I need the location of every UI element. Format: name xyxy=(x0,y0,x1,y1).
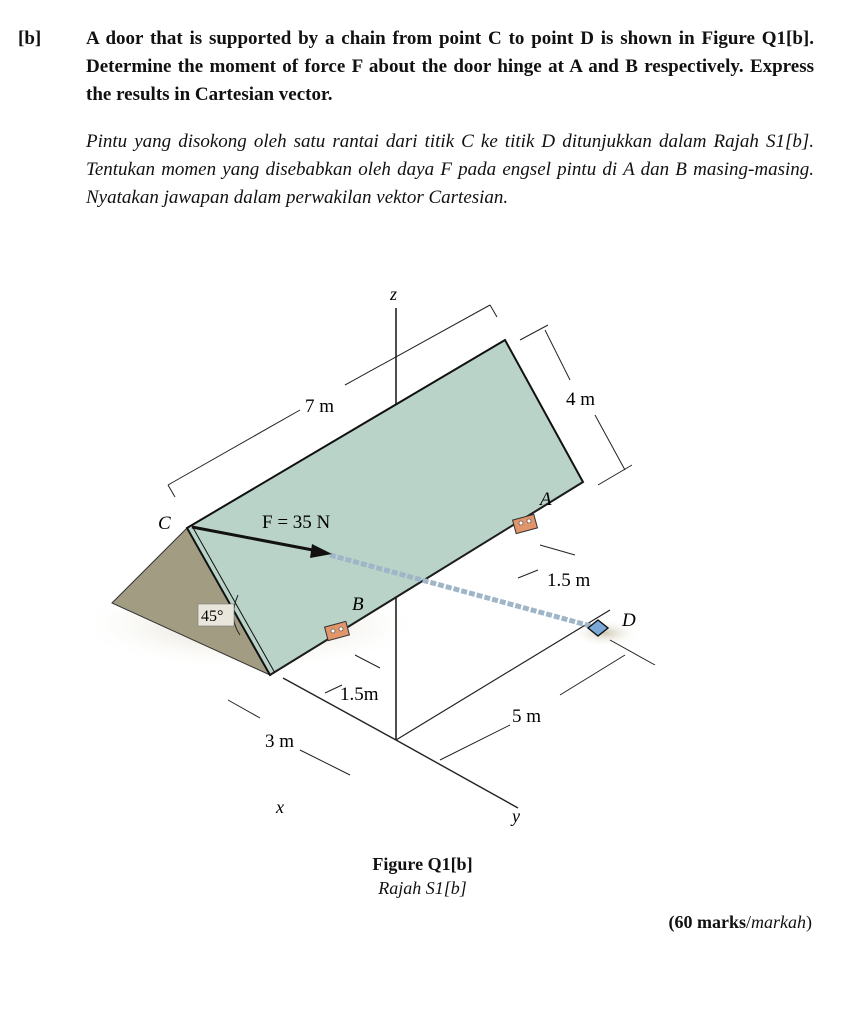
label-7m: 7 m xyxy=(305,396,335,417)
y-axis-label: y xyxy=(512,806,520,826)
marks-value: (60 xyxy=(668,912,697,932)
label-15m-b: 1.5m xyxy=(340,684,379,705)
figure-caption xyxy=(0,852,845,900)
door-figure xyxy=(96,262,696,847)
marks-close: ) xyxy=(806,912,812,932)
figure-caption-ms: Rajah S1[b] xyxy=(378,878,467,898)
marks-allocation xyxy=(668,912,812,933)
label-point-a: A xyxy=(540,489,552,510)
question-text-ms: Pintu yang disokong oleh satu rantai dari titik C ke titik D ditunjukkan dalam Rajah S1[b]. Tentukan momen yang disebabkan oleh daya F pada engsel pintu di A dan B masing-masing. Nyatakan jawapan dalam perwakilan vektor Cartesian. xyxy=(86,131,814,208)
x-axis-label: x xyxy=(276,797,284,817)
y-axis-line xyxy=(396,740,518,808)
marks-label-en: marks xyxy=(696,912,746,932)
figure-caption-en: Figure Q1[b] xyxy=(372,854,473,874)
question-label: [b] xyxy=(18,28,42,49)
ground-line-d xyxy=(396,610,610,740)
door-diagram xyxy=(96,262,696,842)
marks-label-ms: markah xyxy=(751,912,806,932)
dim-line-5m xyxy=(440,640,655,760)
z-axis-label: z xyxy=(390,284,398,304)
label-angle: 45° xyxy=(201,608,224,625)
label-force: F = 35 N xyxy=(262,512,331,533)
label-point-b: B xyxy=(352,594,364,615)
label-point-d: D xyxy=(622,610,636,631)
label-4m: 4 m xyxy=(566,389,596,410)
question-text-en: A door that is supported by a chain from point C to point D is shown in Figure Q1[b]. Determine the moment of force F about the door hinge at A and B respectively. Express the results in Cartesian vector. xyxy=(86,28,814,105)
label-15m-a: 1.5 m xyxy=(547,570,591,591)
label-5m: 5 m xyxy=(512,706,542,727)
label-point-c: C xyxy=(158,513,171,534)
marks-separator: / xyxy=(745,912,751,932)
label-3m: 3 m xyxy=(265,731,295,752)
